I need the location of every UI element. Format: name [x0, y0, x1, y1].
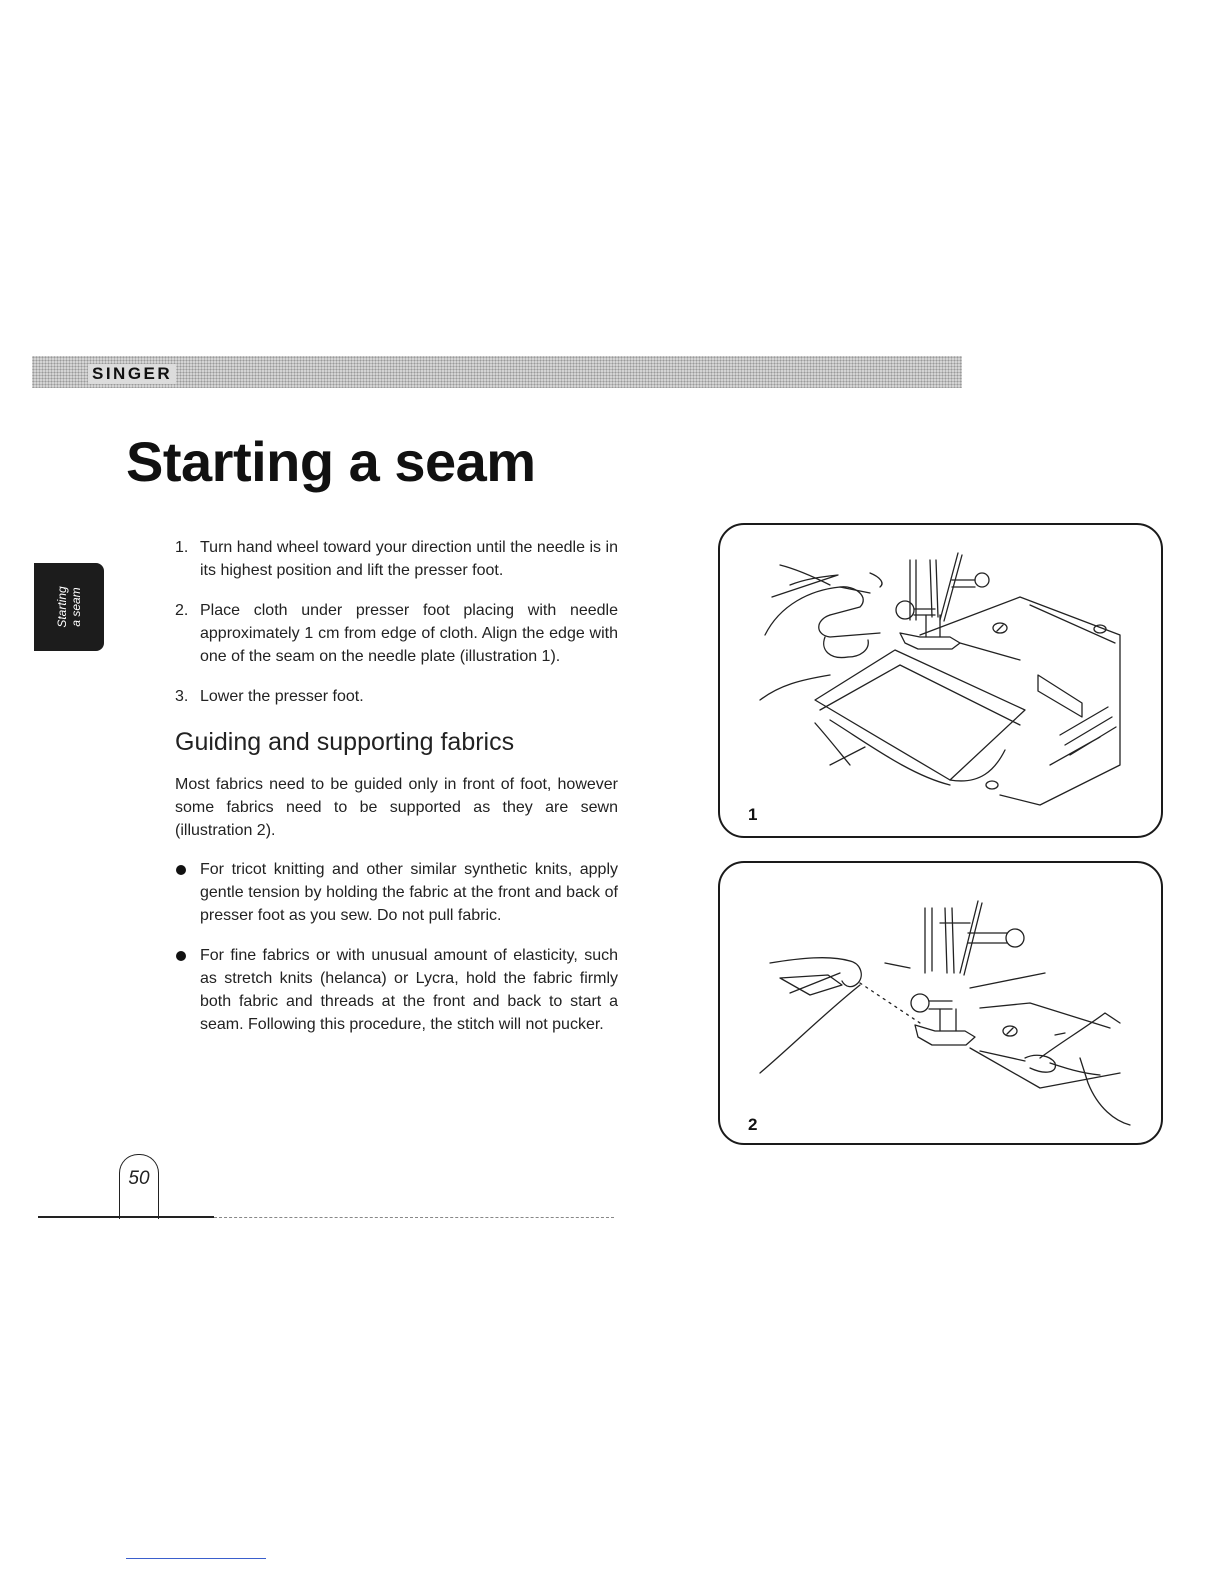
- footer-rule: [38, 1216, 214, 1218]
- step-number: 2.: [175, 602, 189, 619]
- section-tab-label: Starting a seam: [55, 586, 83, 628]
- bullet-item: [175, 944, 618, 1036]
- page-number: 50: [128, 1168, 150, 1189]
- step-item: [175, 536, 618, 582]
- bullet-text: For fine fabrics or with unusual amount of elasticity, such as stretch knits (helanca) or Lycra, hold the fabric firmly both fabric and threads at the front and back to start a seam. Following this procedure, the stitch will not pucker.: [200, 947, 618, 1033]
- page-title: Starting a seam: [126, 430, 536, 493]
- section-heading: Guiding and supporting fabrics: [175, 728, 515, 756]
- bullet-icon: [176, 951, 186, 961]
- section-tab[interactable]: [34, 563, 104, 651]
- steps-list: [175, 536, 618, 708]
- step-text: Turn hand wheel toward your direction until the needle is in its highest position and lift the presser foot.: [200, 539, 618, 579]
- footer-dash: [214, 1217, 614, 1219]
- sewing-illustration-2: [720, 863, 1161, 1143]
- section-intro: Most fabrics need to be guided only in front of foot, however some fabrics need to be supported as they are sewn (illustration 2).: [175, 776, 618, 839]
- brand-logo: SINGER: [88, 364, 176, 384]
- main-content: [175, 536, 618, 1053]
- sewing-illustration-1: [720, 525, 1161, 836]
- figure-number: 2: [748, 1115, 758, 1134]
- bottom-rule: [126, 1558, 266, 1559]
- bullet-item: [175, 858, 618, 927]
- step-text: Lower the presser foot.: [200, 688, 364, 705]
- bullet-text: For tricot knitting and other similar synthetic knits, apply gentle tension by holding the fabric at the front and back of presser foot as you sew. Do not pull fabric.: [200, 861, 618, 924]
- page-number-marker: [119, 1154, 159, 1219]
- step-number: 3.: [175, 688, 189, 705]
- bullet-icon: [176, 865, 186, 875]
- illustration-1: [718, 523, 1163, 838]
- step-text: Place cloth under presser foot placing with needle approximately 1 cm from edge of cloth. Align the edge with one of the seam on the needle plate (illustration 1).: [200, 602, 618, 665]
- bullet-list: [175, 858, 618, 1036]
- figure-number: 1: [748, 805, 758, 824]
- step-item: [175, 599, 618, 668]
- illustration-2: [718, 861, 1163, 1145]
- step-item: [175, 685, 618, 708]
- step-number: 1.: [175, 539, 189, 556]
